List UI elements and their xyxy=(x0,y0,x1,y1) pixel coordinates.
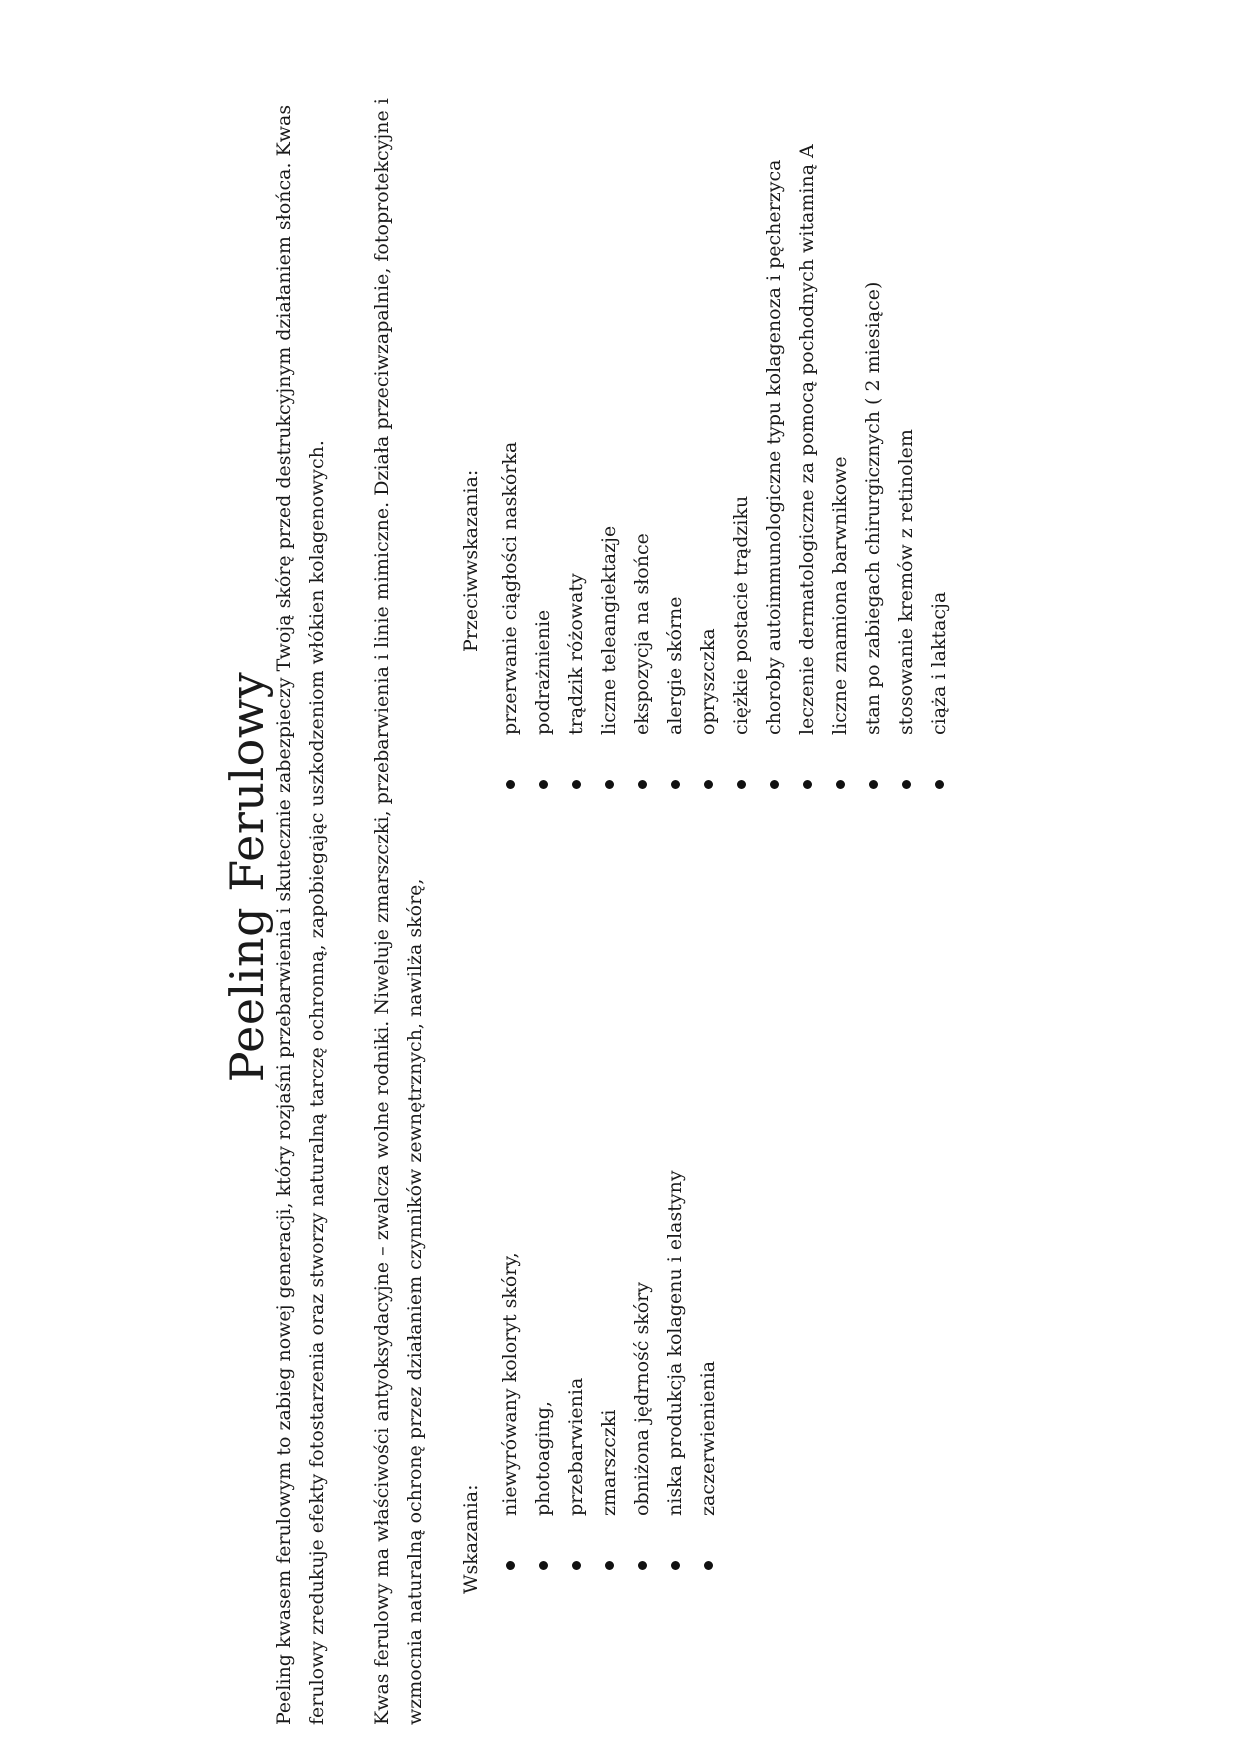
bullet-icon xyxy=(671,780,680,789)
list-item: ekspozycja na słońce xyxy=(626,144,659,789)
bullet-icon xyxy=(737,780,746,789)
bullet-icon xyxy=(539,780,548,789)
list-item: trądzik różowaty xyxy=(560,144,593,789)
bullet-icon xyxy=(605,1561,614,1570)
list-item: leczenie dermatologiczne za pomocą pochodnych witaminą A xyxy=(791,144,824,789)
bullet-icon xyxy=(935,780,944,789)
list-item: stan po zabiegach chirurgicznych ( 2 miesiące) xyxy=(857,144,890,789)
list-item: photoaging, xyxy=(527,1170,560,1570)
properties-paragraph: Kwas ferulowy ma właściwości antyoksydacyjne – zwalcza wolne rodniki. Niweluje zmarszczki, przebarwienia i linie mimiczne. Działa przeciwzapalnie, fotoprotekcyjne i wzmocnia naturalną ochronę przez działaniem czynników zewnętrznych, nawilża skórę, xyxy=(371,98,426,1725)
list-item: niska produkcja kolagenu i elastyny xyxy=(659,1170,692,1570)
list-item: niewyrówany koloryt skóry, xyxy=(494,1170,527,1570)
document-title: Peeling Ferulowy xyxy=(220,671,274,1083)
bullet-icon xyxy=(869,780,878,789)
list-item: zaczerwienienia xyxy=(692,1170,725,1570)
list-item: przebarwienia xyxy=(560,1170,593,1570)
list-item: liczne znamiona barwnikowe xyxy=(824,144,857,789)
bullet-icon xyxy=(506,1561,515,1570)
contraindications-heading: Przeciwwskazania: xyxy=(460,469,482,652)
list-item: alergie skórne xyxy=(659,144,692,789)
list-item: opryszczka xyxy=(692,144,725,789)
list-item: liczne teleangiektazje xyxy=(593,144,626,789)
list-item: zmarszczki xyxy=(593,1170,626,1570)
bullet-icon xyxy=(836,780,845,789)
bullet-icon xyxy=(506,780,515,789)
bullet-icon xyxy=(770,780,779,789)
contraindications-list xyxy=(494,144,956,789)
list-item: ciężkie postacie trądziku xyxy=(725,144,758,789)
bullet-icon xyxy=(572,1561,581,1570)
list-item: przerwanie ciągłości naskórka xyxy=(494,144,527,789)
list-item: stosowanie kremów z retinolem xyxy=(890,144,923,789)
bullet-icon xyxy=(803,780,812,789)
list-item: ciąża i laktacja xyxy=(923,144,956,789)
bullet-icon xyxy=(704,780,713,789)
bullet-icon xyxy=(671,1561,680,1570)
indications-list xyxy=(494,1170,725,1570)
bullet-icon xyxy=(638,780,647,789)
bullet-icon xyxy=(572,780,581,789)
bullet-icon xyxy=(539,1561,548,1570)
list-item: podrażnienie xyxy=(527,144,560,789)
intro-paragraph: Peeling kwasem ferulowym to zabieg nowej generacji, który rozjaśni przebarwienia i skutecznie zabezpieczy Twoją skórę przed destrukcyjnym działaniem słońca. Kwas ferulowy zredukuje efekty fotostarzenia oraz stworzy naturalną tarczę ochronną, zapobiegając uszkodzeniom włókien kolagenowych. xyxy=(273,104,328,1725)
bullet-icon xyxy=(605,780,614,789)
bullet-icon xyxy=(902,780,911,789)
list-item: obniżona jędrność skóry xyxy=(626,1170,659,1570)
list-item: choroby autoimmunologiczne typu kolagenoza i pęcherzyca xyxy=(758,144,791,789)
indications-heading: Wskazania: xyxy=(460,1484,482,1594)
bullet-icon xyxy=(638,1561,647,1570)
bullet-icon xyxy=(704,1561,713,1570)
